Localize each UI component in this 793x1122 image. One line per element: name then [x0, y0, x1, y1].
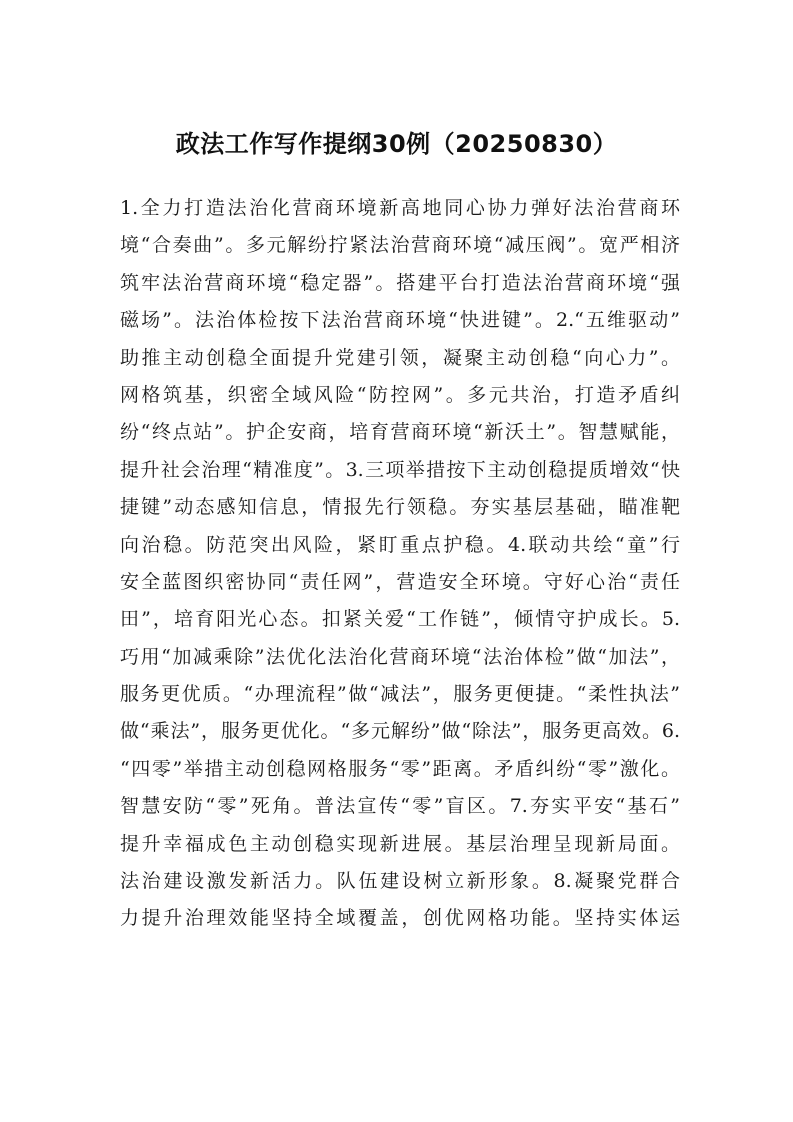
body-line: 境“合奏曲”。多元解纷拧紧法治营商环境“减压阀”。宽严相济	[120, 234, 680, 257]
body-line: 网格筑基，织密全域风险“防控网”。多元共治，打造矛盾纠	[120, 383, 680, 406]
document-body	[120, 190, 680, 938]
body-line: 助推主动创稳全面提升党建引领，凝聚主动创稳“向心力”。	[120, 346, 680, 369]
body-line: “四零”举措主动创稳网格服务“零”距离。矛盾纠纷“零”激化。	[120, 757, 680, 780]
document-title: 政法工作写作提纲30例（20250830）	[175, 130, 618, 158]
body-line: 智慧安防“零”死角。普法宣传“零”盲区。7.夯实平安“基石”	[120, 795, 680, 818]
body-line: 法治建设激发新活力。队伍建设树立新形象。8.凝聚党群合	[120, 870, 680, 893]
body-line: 服务更优质。“办理流程”做“减法”，服务更便捷。“柔性执法”	[120, 683, 680, 706]
body-line: 田”，培育阳光心态。扣紧关爱“工作链”，倾情守护成长。5.	[120, 608, 680, 631]
body-line: 巧用“加减乘除”法优化法治化营商环境“法治体检”做“加法”，	[120, 645, 680, 668]
body-line: 纷“终点站”。护企安商，培育营商环境“新沃土”。智慧赋能，	[120, 421, 680, 444]
body-line: 提升社会治理“精准度”。3.三项举措按下主动创稳提质增效“快	[120, 458, 680, 481]
body-line: 安全蓝图织密协同“责任网”，营造安全环境。守好心治“责任	[120, 570, 680, 593]
body-line: 筑牢法治营商环境“稳定器”。搭建平台打造法治营商环境“强	[120, 271, 680, 294]
body-line: 力提升治理效能坚持全域覆盖，创优网格功能。坚持实体运	[120, 907, 680, 930]
body-line: 做“乘法”，服务更优化。“多元解纷”做“除法”，服务更高效。6.	[120, 720, 680, 743]
body-line: 1.全力打造法治化营商环境新高地同心协力弹好法治营商环	[120, 197, 680, 219]
body-line: 提升幸福成色主动创稳实现新进展。基层治理呈现新局面。	[120, 832, 680, 855]
body-line: 向治稳。防范突出风险，紧盯重点护稳。4.联动共绘“童”行	[120, 533, 680, 556]
body-line: 捷键”动态感知信息，情报先行领稳。夯实基层基础，瞄准靶	[120, 496, 680, 519]
body-line: 磁场”。法治体检按下法治营商环境“快进键”。2.“五维驱动”	[120, 309, 680, 332]
